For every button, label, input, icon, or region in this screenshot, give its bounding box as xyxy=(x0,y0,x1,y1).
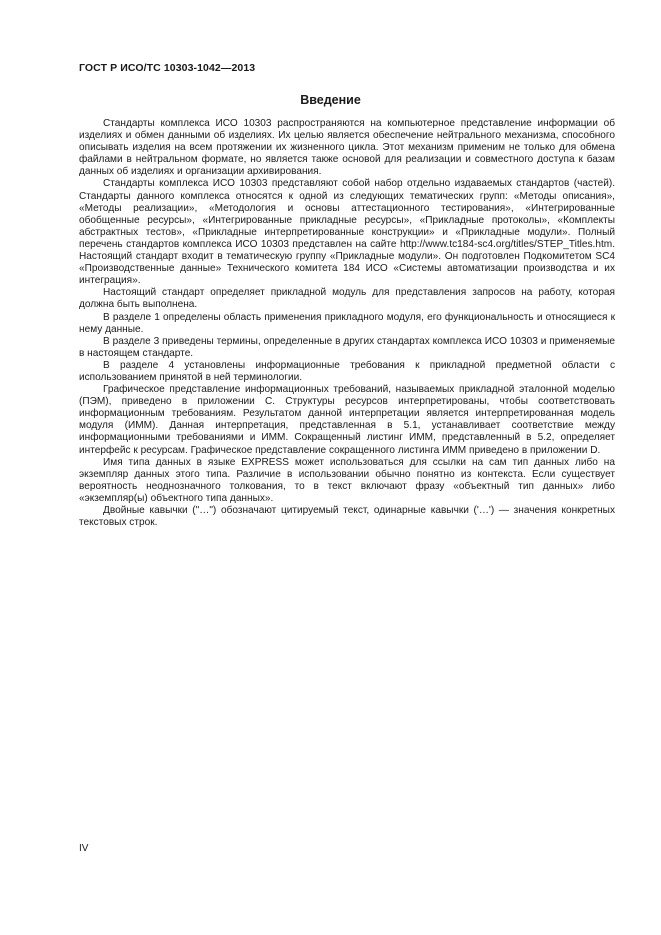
paragraph-2: Стандарты комплекса ИСО 10303 представляют собой набор отдельно издаваемых стандартов (частей). Стандарты данного комплекса относятся к одной из следующих тематических групп: «Методы описания», «Методы реализации», «Методология и основы аттестационного тестирования», «Интегрированные обобщенные ресурсы», «Интегрированные прикладные ресурсы», «Прикладные протоколы», «Комплекты абстрактных тестов», «Прикладные интерпретированные конструкции» и «Прикладные модули». Полный перечень стандартов комплекса ИСО 10303 представлен на сайте http://www.tc184-sc4.org/titles/STEP_Titles.htm. Настоящий стандарт входит в тематическую группу «Прикладные модули». Он подготовлен Подкомитетом SC4 «Производственные данные» Технического комитета 184 ИСО «Системы автоматизации производства и их интеграция». xyxy=(79,178,615,287)
introduction-body xyxy=(79,118,615,529)
paragraph-4: В разделе 1 определены область применения прикладного модуля, его функциональность и относящиеся к нему данные. xyxy=(79,311,615,335)
paragraph-5: В разделе 3 приведены термины, определенные в других стандартах комплекса ИСО 10303 и применяемые в настоящем стандарте. xyxy=(79,335,615,359)
paragraph-8: Имя типа данных в языке EXPRESS может использоваться для ссылки на сам тип данных либо на экземпляр данных этого типа. Различие в использовании обычно понятно из контекста. Если существует вероятность неоднозначного толкования, то в текст включают фразу «объектный тип данных» либо «экземпляр(ы) объектного типа данных». xyxy=(79,456,615,504)
page-number: IV xyxy=(79,843,89,854)
paragraph-3: Настоящий стандарт определяет прикладной модуль для представления запросов на работу, которая должна быть выполнена. xyxy=(79,287,615,311)
paragraph-7: Графическое представление информационных требований, называемых прикладной эталонной моделью (ПЭМ), приведено в приложении С. Структуры ресурсов интерпретированы, чтобы соответствовать информационным требованиям. Результатом данной интерпретации является интерпретированная модель модуля (ИММ). Данная интерпретация, представленная в 5.1, устанавливает соответствие между информационными требованиями и ИММ. Сокращенный листинг ИММ, представленный в 5.2, определяет интерфейс к ресурсам. Графическое представление сокращенного листинга ИММ приведено в приложении D. xyxy=(79,384,615,456)
paragraph-6: В разделе 4 установлены информационные требования к прикладной предметной области с использованием принятой в ней терминологии. xyxy=(79,359,615,383)
section-title: Введение xyxy=(300,93,361,107)
document-header-code: ГОСТ Р ИСО/ТС 10303-1042—2013 xyxy=(79,62,256,74)
paragraph-9: Двойные кавычки ("…") обозначают цитируемый текст, одинарные кавычки ('…') — значения конкретных текстовых строк. xyxy=(79,505,615,529)
paragraph-1: Стандарты комплекса ИСО 10303 распространяются на компьютерное представление информации об изделиях и обмен данными об изделиях. Их целью является обеспечение нейтрального механизма, способного описывать изделия на всем протяжении их жизненного цикла. Этот механизм применим не только для обмена файлами в нейтральном формате, но является также основой для реализации и совместного доступа к базам данных об изделиях и организации архивирования. xyxy=(79,118,615,178)
